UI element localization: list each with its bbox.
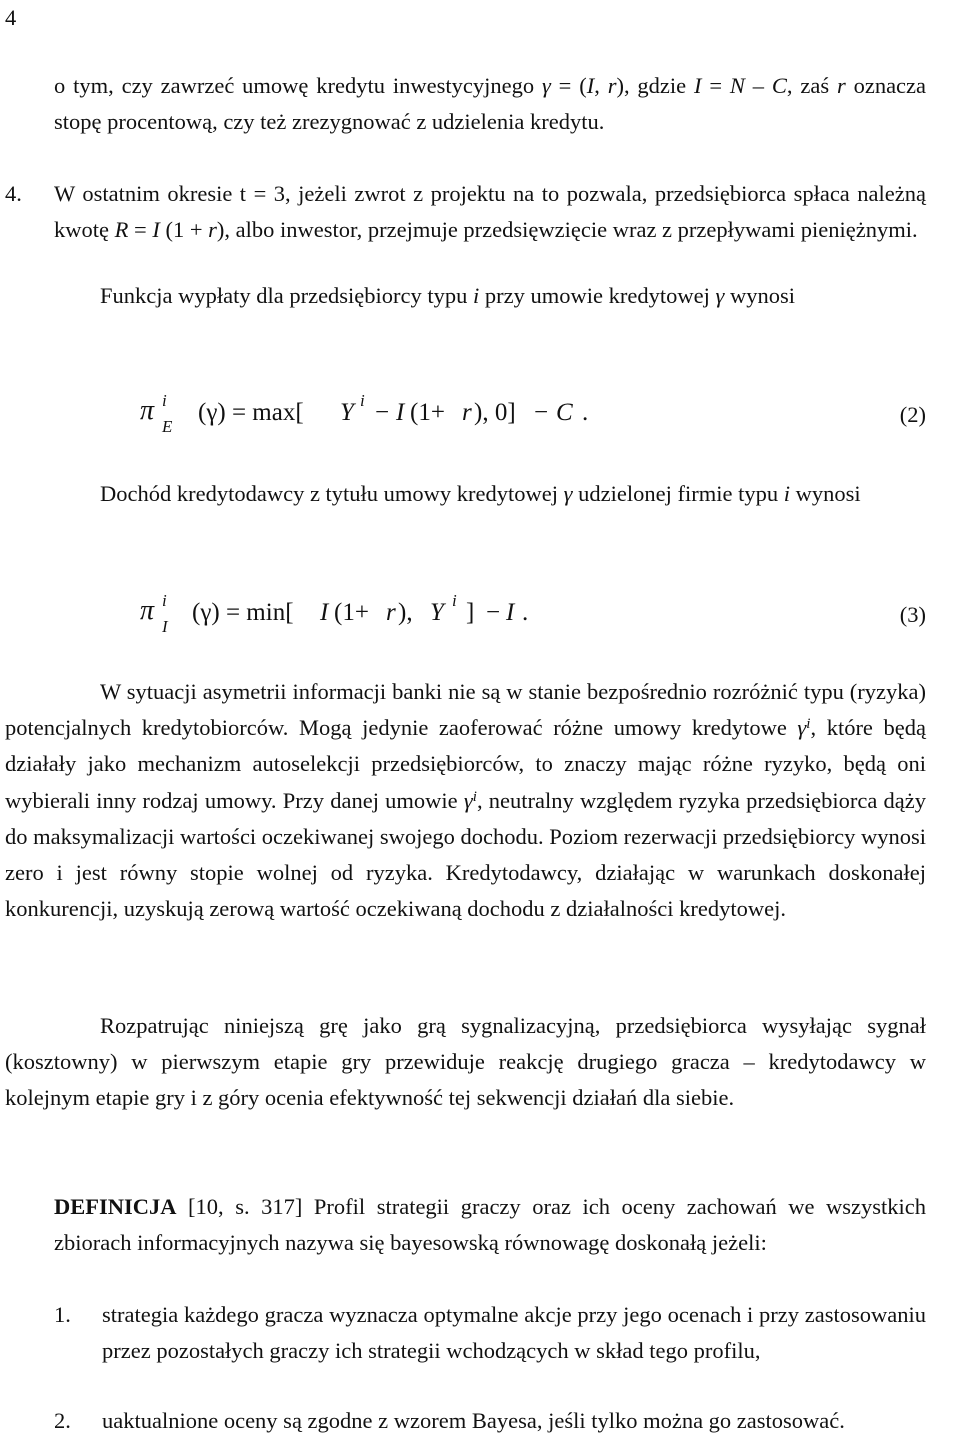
eq2-c: C xyxy=(556,399,573,426)
eq3-ysup: i xyxy=(452,591,457,610)
eq2-mid: (1+ xyxy=(410,399,445,426)
paragraph-lender-income: Dochód kredytodawcy z tytułu umowy kredytowej γ udzielonej firmie typu i wynosi xyxy=(100,481,861,506)
paragraph-signalling-game: Rozpatrując niniejszą grę jako grą sygnalizacyjną, przedsiębiorca wysyłając sygnał (kosztowny) w pierwszym etapie gry przewiduje reakcję drugiego gracza – kredytodawcy w kolejnym etapie gry i z góry ocenia efektywność tej sekwencji działań dla siebie. xyxy=(5,1013,926,1111)
eq2-r: r xyxy=(462,399,472,426)
eq2-dot: . xyxy=(582,399,589,426)
list-number-4: 4. xyxy=(5,181,22,206)
paragraph-payoff-intro: Funkcja wypłaty dla przedsiębiorcy typu i przy umowie kredytowej γ wynosi xyxy=(100,283,795,308)
eq2-minus2: − xyxy=(534,399,549,426)
eq3-minus: − xyxy=(486,599,501,626)
list-item: strategia każdego gracza wyznacza optymalne akcje przy jego ocenach i przy zastosowaniu przez pozostałych graczy ich strategii wchodzących w skład tego profilu, xyxy=(102,1302,926,1364)
eq2-sub: E xyxy=(162,417,173,436)
list-number-1: 1. xyxy=(54,1302,71,1327)
paragraph-asymmetric-information: W sytuacji asymetrii informacji banki nie są w stanie bezpośrednio rozróżnić typu (ryzyka) potencjalnych kredytobiorców. Mogą jedynie zaoferować różne umowy kredytowe $\gamma^i$, które będą działały jako mechanizm autoselekcji przedsiębiorców, to znaczy mając różne ryzyko, będą oni wybierali inny rodzaj umowy. Przy danej umowie $\gamma^i$, neutralny względem ryzyka przedsiębiorca dąży do maksymalizacji wartości oczekiwanej swojego dochodu. Poziom rezerwacji przedsiębiorcy wynosi zero i jest równy stopie wolnej od ryzyka. Kredytodawcy, działając w warunkach doskonałej konkurencji, uzyskują zerową wartość oczekiwaną dochodu z działalności kredytowej. xyxy=(5,679,927,922)
eq3-comma: ), xyxy=(398,599,413,626)
eq2-end: ), 0] xyxy=(474,399,516,426)
eq2-i: I xyxy=(396,399,405,426)
eq2-y: Y xyxy=(340,399,354,426)
eq2-sup: i xyxy=(162,391,167,410)
eq3-close: ] xyxy=(466,599,475,626)
equation-number-3: (3) xyxy=(899,602,926,627)
equation-number-2: (2) xyxy=(899,402,926,427)
page-number: 4 xyxy=(5,5,17,30)
eq3-mid: (1+ xyxy=(334,599,369,626)
equation-2 xyxy=(140,383,926,439)
equation-3 xyxy=(140,583,926,639)
eq2-minus1: − xyxy=(375,399,390,426)
eq2-ysup: i xyxy=(360,391,365,410)
eq3-sup: i xyxy=(162,591,167,610)
eq3-dot: . xyxy=(522,599,529,626)
eq3-i1: I xyxy=(320,599,329,626)
eq2-pi: π xyxy=(140,395,155,426)
definition-label: DEFINICJA xyxy=(54,1194,177,1219)
eq2-lhs: (γ) = max[ xyxy=(198,399,304,426)
eq3-lhs: (γ) = min[ xyxy=(192,599,294,626)
eq3-y: Y xyxy=(430,599,444,626)
definition: DEFINICJA [10, s. 317] Profil strategii graczy oraz ich oceny zachowań we wszystkich zbiorach informacyjnych nazywa się bayesowską równowagę doskonałą jeżeli: xyxy=(54,1194,926,1256)
list-item-3-continuation: o tym, czy zawrzeć umowę kredytu inwestycyjnego γ = (I, r), gdzie I = N – C, zaś r oznacza stopę procentową, czy też zrezygnować z udzielenia kredytu. xyxy=(54,73,927,135)
eq3-pi: π xyxy=(140,595,155,626)
list-number-2: 2. xyxy=(54,1408,71,1433)
eq3-i2: I xyxy=(506,599,515,626)
list-item: uaktualnione oceny są zgodne z wzorem Bayesa, jeśli tylko można go zastosować. xyxy=(102,1408,845,1433)
eq3-sub: I xyxy=(162,617,168,636)
list-item-4: W ostatnim okresie t = 3, jeżeli zwrot z projektu na to pozwala, przedsiębiorca spłaca należną kwotę R = I (1 + r), albo inwestor, przejmuje przedsięwzięcie wraz z przepływami pieniężnymi. xyxy=(54,181,926,243)
eq3-r: r xyxy=(386,599,396,626)
